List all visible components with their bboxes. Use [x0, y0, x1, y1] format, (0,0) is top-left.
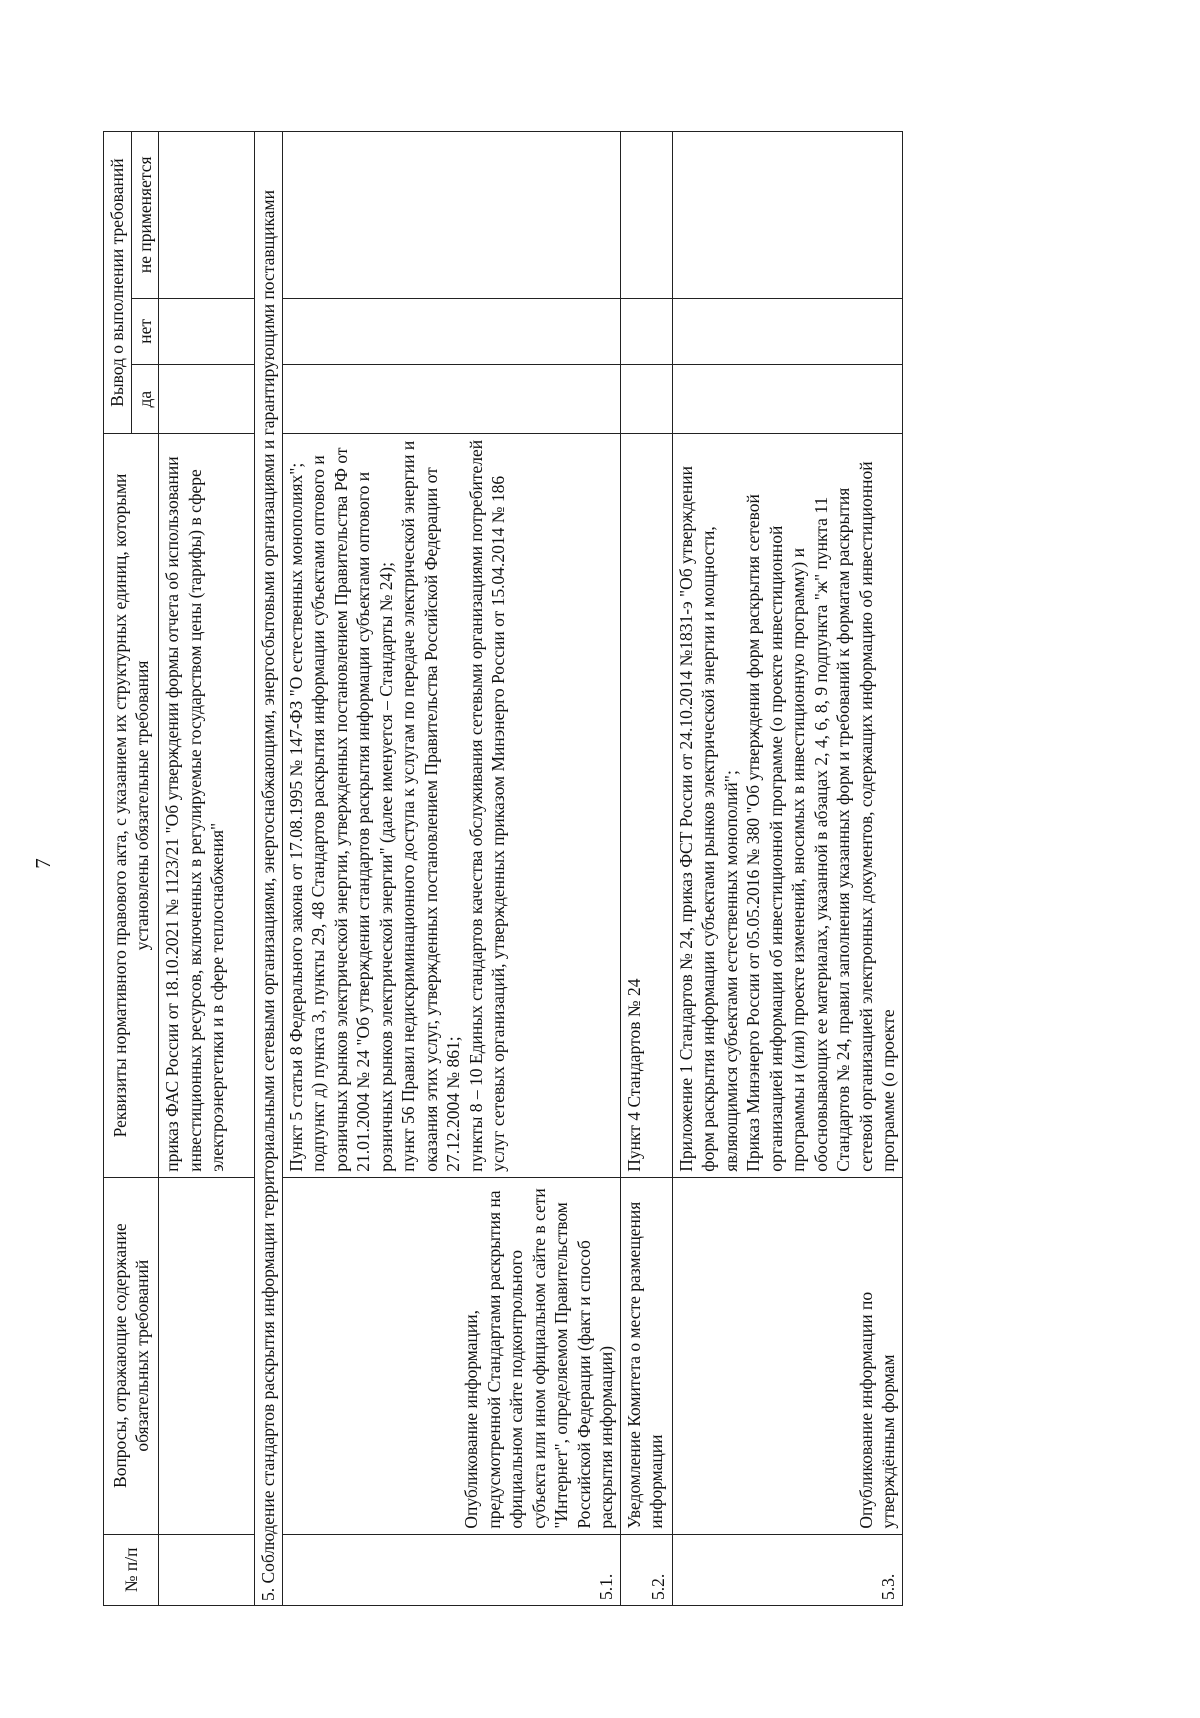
requisite-item: Приказ Минэнерго России от 05.05.2016 № 380 "Об утверждении форм раскрытия сетевой организацией информации об инвестиционной программе (о проекте инвестиционной программы и (или) проекте изменений, вносимых в инвестиционную программу) и обосновывающих ее материалах, указанной в абзацах 2, 4, 6, 8, 9 подпункта "ж" пункта 11 Стандартов № 24, правил заполнения указанных форм и требований к форматам раскрытия сетевой организацией электронных документов, содержащих информацию об инвестиционной программе (о проекте [743, 461, 898, 1172]
requirements-table [103, 131, 903, 1606]
table-row [159, 132, 255, 1606]
table-row [672, 132, 902, 1606]
header-not-applicable: не применяется [131, 132, 159, 299]
header-conclusion: Вывод о выполнении требований [104, 132, 132, 434]
table-row [282, 132, 620, 1606]
cell-requisites [282, 434, 620, 1178]
cell-no [620, 298, 672, 365]
requisite-item: Пункт 5 статьи 8 Федерального закона от 17.08.1995 № 147-ФЗ "О естественных монополиях"; [285, 462, 306, 1172]
section-title: 5. Соблюдение стандартов раскрытия информации территориальными сетевыми организациями, энергоснабжающими, энергосбытовыми организациями и гарантирующими поставщиками [255, 132, 283, 1606]
header-no: нет [131, 298, 159, 365]
table-row [620, 132, 672, 1606]
cell-not-applicable [620, 132, 672, 299]
cell-not-applicable [282, 132, 620, 299]
cell-requisites: приказ ФАС России от 18.10.2021 № 1123/21 "Об утверждении формы отчета об использовании инвестиционных ресурсов, включенных в регулируемые государством цены (тарифы) в сфере электроэнергетики и в сфере теплоснабжения" [159, 434, 255, 1178]
row-number: 5.3. [672, 1534, 902, 1605]
requisite-item: пункты 8 – 10 Единых стандартов качества обслуживания сетевыми организациями потребителей услуг сетевых организаций, утвержденных приказом Минэнерго России от 15.04.2014 № 186 [465, 439, 508, 1172]
cell-no [159, 298, 255, 365]
header-requisites: Реквизиты нормативного правового акта, с указанием их структурных единиц, которыми установлены обязательные требования [104, 434, 159, 1178]
cell-question: Уведомление Комитета о месте размещения информации [620, 1177, 672, 1534]
row-number: 5.2. [620, 1534, 672, 1605]
cell-requisites [672, 434, 902, 1178]
requisite-item: пункт 56 Правил недискриминационного доступа к услугам по передаче электрической энергии и оказания этих услуг, утвержденных постановлением Правительства Российской Федерации от 27.12.2004 № 861; [398, 440, 463, 1172]
header-question: Вопросы, отражающие содержание обязательных требований [104, 1177, 159, 1534]
cell-not-applicable [159, 132, 255, 299]
header-num: № п/п [104, 1534, 159, 1605]
cell-no [672, 298, 902, 365]
cell-yes [620, 365, 672, 434]
cell-question: Опубликование информации, предусмотренной Стандартами раскрытия на официальном сайте подконтрольного субъекта или ином официальном сайте в сети "Интернет", определяемом Правительством Российской Федерации (факт и способ раскрытия информации) [282, 1177, 620, 1534]
cell-requisites: Пункт 4 Стандартов № 24 [620, 434, 672, 1178]
cell-yes [282, 365, 620, 434]
section-row [255, 132, 283, 1606]
cell-num [159, 1534, 255, 1605]
requisite-item: подпункт д) пункта 3, пункты 29, 48 Стандартов раскрытия информации субъектами оптового и розничных рынков электрической энергии, утвержденных постановлением Правительства РФ от 21.01.2004 № 24 "Об утверждении стандартов раскрытия информации субъектами оптового и розничных рынков электрической энергии" (далее именуется – Стандарты № 24); [308, 447, 396, 1172]
requisite-item: Приложение 1 Стандартов № 24, приказ ФСТ России от 24.10.2014 №1831-э "Об утверждении форм раскрытия информации субъектами рынков электрической энергии и мощности, являющимися субъектами естественных монополий"; [675, 466, 741, 1172]
cell-yes [159, 365, 255, 434]
row-number: 5.1. [282, 1534, 620, 1605]
cell-no [282, 298, 620, 365]
cell-question: Опубликование информации по утверждённым формам [672, 1177, 902, 1534]
rotated-page [103, 131, 898, 1606]
cell-yes [672, 365, 902, 434]
cell-question [159, 1177, 255, 1534]
cell-not-applicable [672, 132, 902, 299]
page-number: 7 [30, 858, 55, 869]
header-yes: да [131, 365, 159, 434]
